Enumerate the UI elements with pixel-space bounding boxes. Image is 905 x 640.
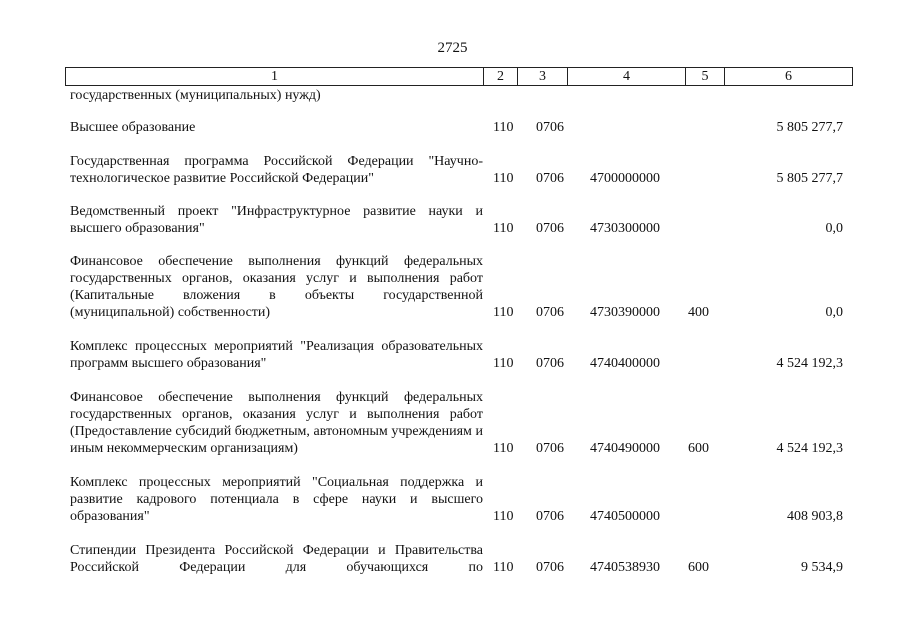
row-col5: 600: [688, 560, 709, 575]
row-amount: 4 524 192,3: [776, 356, 843, 371]
row-col4: 4740490000: [590, 441, 660, 456]
row-col3: 0706: [536, 356, 564, 371]
row-amount: 4 524 192,3: [776, 441, 843, 456]
row-amount: 5 805 277,7: [776, 120, 843, 135]
row-col3: 0706: [536, 221, 564, 236]
row-col4: 4740500000: [590, 509, 660, 524]
row-amount: 408 903,8: [787, 509, 843, 524]
row-col3: 0706: [536, 171, 564, 186]
row-col2: 110: [493, 171, 514, 186]
row-col3: 0706: [536, 305, 564, 320]
row-description: Высшее образование: [70, 120, 196, 135]
row-col2: 110: [493, 305, 514, 320]
row-col3: 0706: [536, 560, 564, 575]
row-col2: 110: [493, 221, 514, 236]
page-number: 2725: [437, 40, 468, 56]
column-header-6: 6: [725, 68, 853, 86]
row-col4: 4700000000: [590, 171, 660, 186]
row-amount: 0,0: [825, 221, 843, 236]
column-header-table: [65, 67, 853, 86]
row-col4: 4740538930: [590, 560, 660, 575]
row-col3: 0706: [536, 120, 564, 135]
row-col2: 110: [493, 560, 514, 575]
row-description: Стипендии Президента Российской Федерации и Правительства Российской Федерации для обучающихся по: [70, 543, 483, 575]
column-header-4: 4: [568, 68, 686, 86]
row-description: государственных (муниципальных) нужд): [70, 88, 321, 103]
row-col3: 0706: [536, 509, 564, 524]
row-description: Государственная программа Российской Федерации "Научно-технологическое развитие Российской Федерации": [70, 154, 483, 186]
row-amount: 5 805 277,7: [776, 171, 843, 186]
row-col4: 4730300000: [590, 221, 660, 236]
row-description: Комплекс процессных мероприятий "Реализация образовательных программ высшего образования": [70, 339, 483, 371]
row-amount: 9 534,9: [801, 560, 843, 575]
row-col4: 4740400000: [590, 356, 660, 371]
column-header-5: 5: [686, 68, 725, 86]
row-col2: 110: [493, 356, 514, 371]
column-header-1: 1: [66, 68, 484, 86]
row-col5: 600: [688, 441, 709, 456]
row-col2: 110: [493, 509, 514, 524]
row-col2: 110: [493, 441, 514, 456]
row-col2: 110: [493, 120, 514, 135]
row-description: Финансовое обеспечение выполнения функций федеральных государственных органов, оказания услуг и выполнения работ (Капитальные вложения в объекты государственной (муниципальной) собственности): [70, 254, 483, 320]
row-col3: 0706: [536, 441, 564, 456]
column-header-row: [66, 68, 853, 86]
row-description: Ведомственный проект "Инфраструктурное развитие науки и высшего образования": [70, 204, 483, 236]
column-header-3: 3: [518, 68, 568, 86]
column-header-2: 2: [484, 68, 518, 86]
row-col5: 400: [688, 305, 709, 320]
row-description: Финансовое обеспечение выполнения функций федеральных государственных органов, оказания услуг и выполнения работ (Предоставление субсидий бюджетным, автономным учреждениям и иным некоммерческим организациям): [70, 390, 483, 456]
row-col4: 4730390000: [590, 305, 660, 320]
row-amount: 0,0: [825, 305, 843, 320]
row-description: Комплекс процессных мероприятий "Социальная поддержка и развитие кадрового потенциала в сфере науки и высшего образования": [70, 475, 483, 524]
